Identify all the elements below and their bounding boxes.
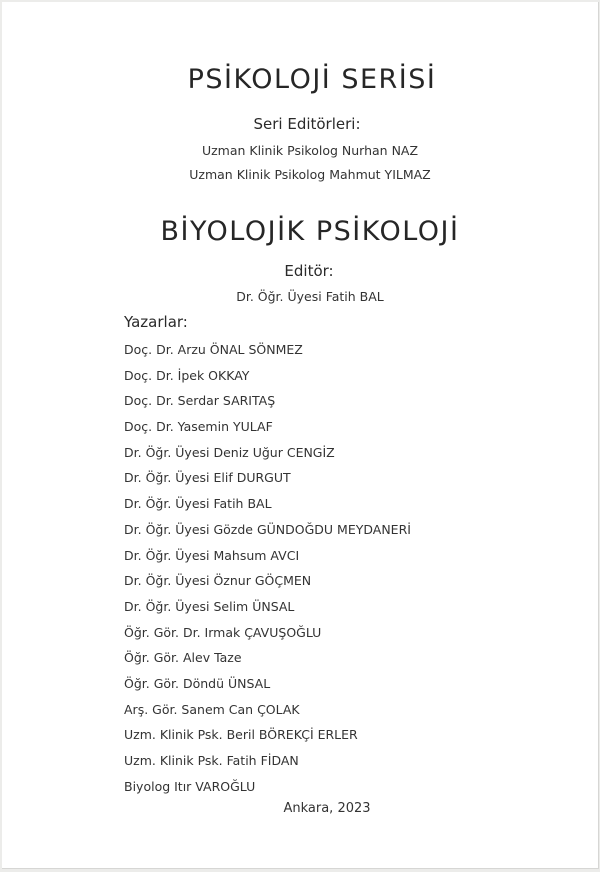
author-item: Doç. Dr. İpek OKKAY (124, 367, 250, 383)
author-item: Öğr. Gör. Alev Taze (124, 650, 242, 666)
author-item: Doç. Dr. Yasemin YULAF (124, 419, 273, 435)
authors-label: Yazarlar: (124, 313, 188, 331)
authors-list (124, 341, 411, 803)
author-item: Doç. Dr. Serdar SARITAŞ (124, 393, 276, 409)
author-item: Dr. Öğr. Üyesi Öznur GÖÇMEN (124, 573, 312, 589)
author-item: Dr. Öğr. Üyesi Mahsum AVCI (124, 547, 300, 563)
author-item: Uzm. Klinik Psk. Beril BÖREKÇİ ERLER (124, 727, 358, 743)
author-item: Dr. Öğr. Üyesi Elif DURGUT (124, 470, 291, 486)
series-editor-name: Uzman Klinik Psikolog Nurhan NAZ (201, 143, 419, 158)
series-title: PSİKOLOJİ SERİSİ (187, 64, 437, 95)
author-item: Öğr. Gör. Dr. Irmak ÇAVUŞOĞLU (124, 624, 322, 640)
book-title: BİYOLOJİK PSİKOLOJİ (160, 216, 460, 247)
author-item: Arş. Gör. Sanem Can ÇOLAK (124, 701, 300, 717)
title-page (2, 2, 599, 869)
author-item: Öğr. Gör. Döndü ÜNSAL (124, 675, 271, 691)
series-editors-label: Seri Editörleri: (253, 115, 361, 133)
author-item: Uzm. Klinik Psk. Fatih FİDAN (124, 753, 299, 768)
author-item: Dr. Öğr. Üyesi Gözde GÜNDOĞDU MEYDANERİ (124, 521, 411, 537)
book-editor-label: Editör: (284, 262, 334, 280)
series-editor-name: Uzman Klinik Psikolog Mahmut YILMAZ (189, 167, 431, 182)
author-item: Dr. Öğr. Üyesi Selim ÜNSAL (124, 598, 295, 614)
book-editor-name: Dr. Öğr. Üyesi Fatih BAL (236, 289, 384, 304)
author-item: Dr. Öğr. Üyesi Deniz Uğur CENGİZ (124, 444, 335, 460)
author-item: Biyolog Itır VAROĞLU (124, 778, 256, 794)
author-item: Dr. Öğr. Üyesi Fatih BAL (124, 496, 272, 512)
author-item: Doç. Dr. Arzu ÖNAL SÖNMEZ (124, 342, 303, 357)
place-date: Ankara, 2023 (283, 801, 371, 816)
